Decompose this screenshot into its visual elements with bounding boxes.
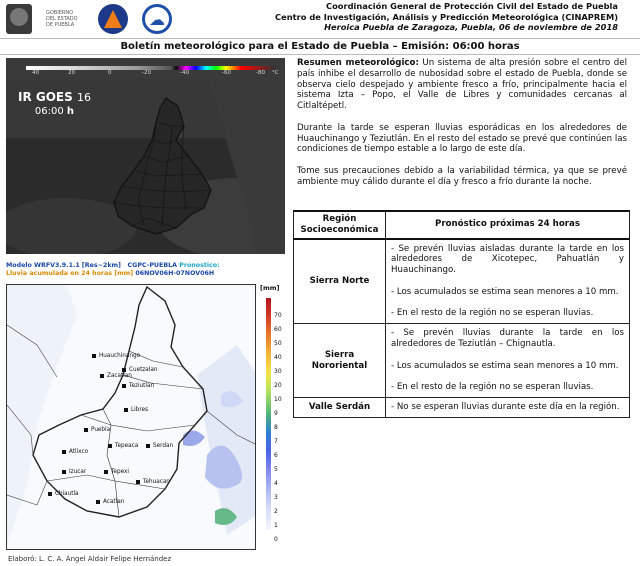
colorbar-tick: 3: [274, 494, 278, 501]
wrf-header: [6, 262, 286, 278]
city-label: Puebla: [91, 427, 111, 433]
header-forecast: Pronóstico próximas 24 horas: [386, 211, 630, 239]
colorbar-tick: 9: [274, 410, 278, 417]
colorbar-tick: 0: [274, 536, 278, 543]
city-label: Cuetzalan: [129, 367, 158, 373]
temp-tick: -60: [222, 70, 231, 76]
temp-tick: -40: [180, 70, 189, 76]
colorbar-tick: 4: [274, 480, 278, 487]
summary-paragraph-1: [297, 58, 627, 112]
satellite-label: [18, 90, 91, 119]
forecast-cell: [386, 397, 630, 417]
summary-paragraph-2: Durante la tarde se esperan lluvias esporádicas en los alrededores de Huauchinango y Teziutlán. En el resto del estado se prevé que continúen las condiciones de tiempo estable a lo largo de este día.: [297, 122, 627, 155]
city-label: Tepeaca: [115, 443, 139, 449]
forecast-item: - Se prevén lluvias aisladas durante la tarde en los alrededores de Xicotepec, Pahuatlán y Huauchinango.: [391, 243, 624, 276]
forecast-item: - En el resto de la región no se esperan lluvias.: [391, 308, 594, 319]
forecast-item: - Los acumulados se estima sean menores a 10 mm.: [391, 286, 619, 297]
colorbar-tick: 30: [274, 368, 282, 375]
cinaprem-logo-icon: ☁: [142, 4, 172, 34]
city-label: Serdan: [153, 443, 174, 449]
temp-unit: °C: [272, 70, 279, 76]
org-date-line: Heroica Puebla de Zaragoza, Puebla, 06 de noviembre de 2018: [324, 22, 618, 32]
city-label: Zacatlan: [107, 373, 132, 379]
satellite-image: [6, 58, 285, 254]
summary-paragraph-3: Tome sus precauciones debido a la variabilidad térmica, ya que se prevé ambiente muy cálido durante el día y fresco a frío durante la noche.: [297, 165, 627, 187]
forecast-item: - No se esperan lluvias durante este día en la región.: [391, 401, 620, 412]
satellite-name: IR GOES: [18, 90, 73, 104]
colorbar-tick: 50: [274, 340, 282, 347]
wrf-variable: Lluvia acumulada en 24 horas [mm]: [6, 270, 134, 277]
city-label: Izucar: [69, 469, 87, 475]
puebla-logo-icon: [6, 4, 32, 34]
rainfall-colorbar: [260, 284, 288, 550]
colorbar-tick: 20: [274, 382, 282, 389]
organization-block: [275, 1, 618, 33]
colorbar-tick: 6: [274, 452, 278, 459]
colorbar-tick: 1: [274, 522, 278, 529]
wrf-forecast-label: Pronostico:: [179, 262, 220, 269]
satellite-scale-strip: [6, 58, 285, 78]
region-name: Sierra Nororiental: [294, 324, 386, 398]
forecast-item: - Se prevén lluvias durante la tarde en los alrededores de Teziutlán – Chignautla.: [391, 328, 624, 349]
forecast-cell: [386, 239, 630, 324]
header-region: Región Socioeconómica: [294, 211, 386, 239]
city-label: Chiautla: [55, 491, 79, 497]
colorbar-tick: 10: [274, 396, 282, 403]
header: [0, 0, 640, 38]
author-credit: Elaboró: L. C. A. Ángel Aldair Felipe Hernández: [8, 555, 172, 563]
colorbar-tick: 60: [274, 326, 282, 333]
wrf-source: CGPC-PUEBLA: [127, 262, 178, 269]
city-label: Tepexi: [111, 469, 129, 475]
city-label: Libres: [131, 407, 149, 413]
temperature-color-scale: [26, 66, 276, 70]
temp-tick: -20: [142, 70, 151, 76]
forecast-item: - En el resto de la región no se esperan lluvias.: [391, 382, 594, 393]
satellite-time: [18, 105, 91, 119]
rainfall-map-drawing: [7, 285, 256, 550]
colorbar-unit: [mm]: [260, 284, 280, 292]
org-line-1: Coordinación General de Protección Civil del Estado de Puebla: [326, 1, 618, 11]
bulletin-title: Boletín meteorológico para el Estado de Puebla – Emisión: 06:00 horas: [0, 38, 640, 55]
colorbar-gradient: [266, 298, 271, 530]
region-name: Valle Serdán: [294, 397, 386, 417]
city-label: Atlixco: [69, 449, 89, 455]
colorbar-tick: 40: [274, 354, 282, 361]
temp-tick: -80: [256, 70, 265, 76]
proteccion-civil-logo-icon: [98, 4, 128, 34]
satellite-time-value: 06:00: [34, 106, 64, 117]
rainfall-map: [6, 284, 256, 550]
wrf-forecast-panel: [6, 262, 286, 550]
table-row: [294, 239, 630, 324]
wrf-model: Modelo WRFV3.9.1.1 [Res~2km]: [6, 262, 121, 269]
colorbar-tick: 7: [274, 438, 278, 445]
region-name: Sierra Norte: [294, 239, 386, 324]
logo-group: [6, 2, 186, 36]
org-line-2: Centro de Investigación, Análisis y Predicción Meteorológica (CINAPREM): [275, 11, 618, 22]
forecast-cell: [386, 324, 630, 398]
temp-tick: 20: [68, 70, 75, 76]
city-label: Acatlan: [103, 499, 125, 505]
forecast-item: - Los acumulados se estima sean menores a 10 mm.: [391, 360, 619, 371]
table-row: [294, 397, 630, 417]
city-label: Huauchinango: [99, 353, 141, 359]
satellite-number: 16: [76, 91, 91, 104]
table-header-row: [294, 211, 630, 239]
gobierno-logo-text: GOBIERNO DEL ESTADO DE PUEBLA: [46, 10, 78, 28]
colorbar-tick: 8: [274, 424, 278, 431]
city-label: Tehuacan: [143, 479, 170, 485]
summary-text-1: Un sistema de alta presión sobre el centro del país inhibe el desarrollo de nubosidad sobre el estado de Puebla, donde se observa cielo despejado y ambiente fresco a frío, principalmente hacia el sistema Izta – Popo, el Valle de Libres y comunidades cercanas al Citlaltépetl.: [297, 58, 627, 112]
satellite-time-suffix: h: [66, 106, 75, 117]
colorbar-tick: 70: [274, 312, 282, 319]
table-row: [294, 324, 630, 398]
temp-tick: 0: [108, 70, 112, 76]
forecast-table: [293, 210, 630, 418]
city-label: Teziutlan: [129, 383, 155, 389]
colorbar-tick: 5: [274, 466, 278, 473]
wrf-period: 06NOV06H-07NOV06H: [135, 270, 215, 277]
colorbar-tick: 2: [274, 508, 278, 515]
summary-lead: Resumen meteorológico:: [297, 58, 419, 68]
weather-summary: [297, 58, 627, 198]
temp-tick: 40: [32, 70, 39, 76]
